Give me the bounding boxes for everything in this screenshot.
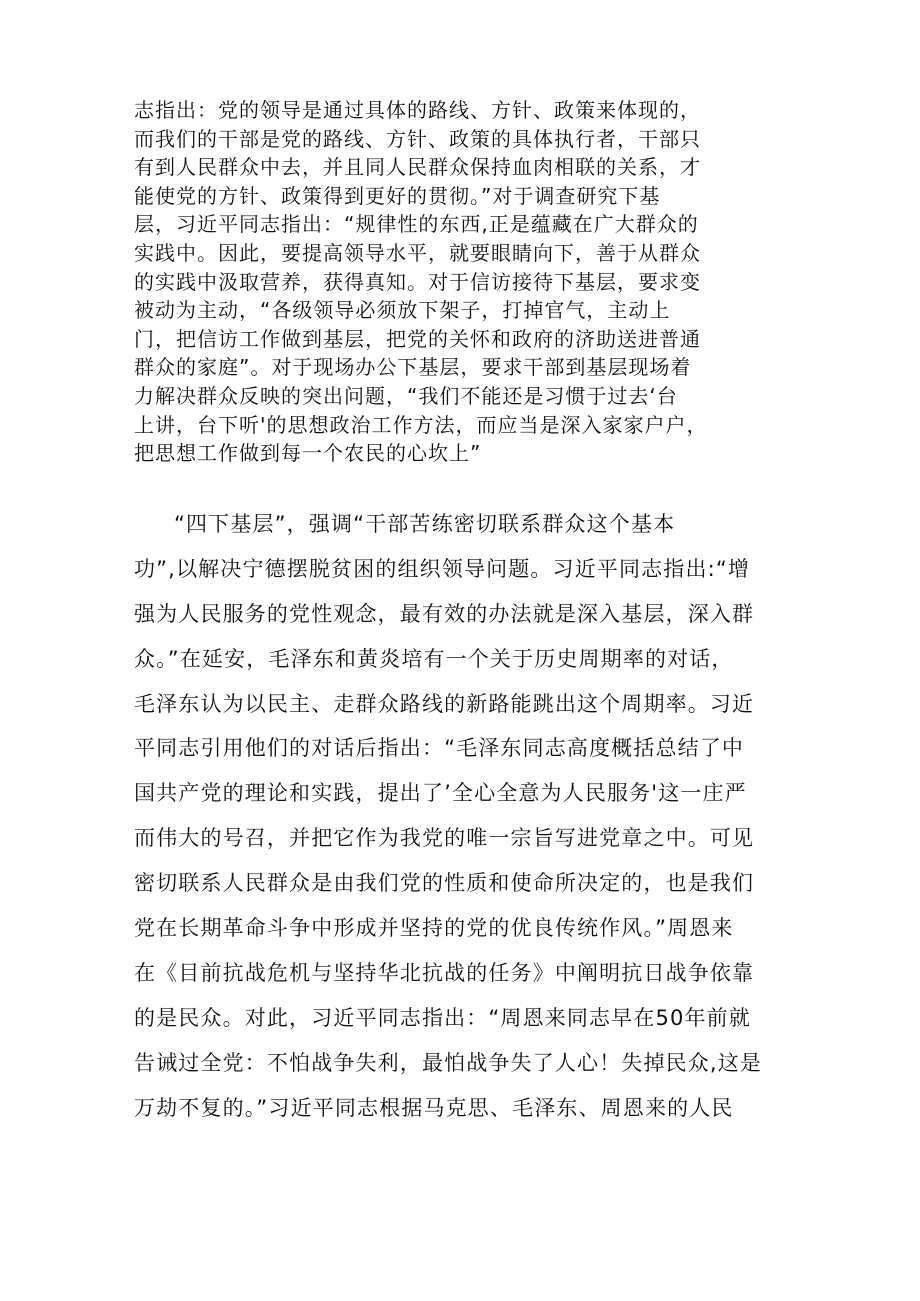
- text-line: 告诫过全党：不怕战争失利，最怕战争失了人心！失掉民众,这是: [134, 1050, 763, 1075]
- text-line: 国共产党的理论和实践，提出了’全心全意为人民服务'这一庄严: [134, 781, 747, 806]
- quoted-paragraph: [134, 96, 794, 468]
- text-line: 众。”在延安，毛泽东和黄炎培有一个关于历史周期率的对话，: [134, 646, 734, 671]
- text-line: 能使党的方针、政策得到更好的贯彻。”对于调查研究下基: [134, 183, 661, 208]
- text-line: 上讲，台下听'的思想政治工作方法，而应当是深入家家户户，: [134, 412, 708, 437]
- text-line: 志指出：党的领导是通过具体的路线、方针、政策来体现的，: [134, 98, 701, 122]
- text-line: 的实践中汲取营养，获得真知。对于信访接待下基层，要求变: [134, 269, 701, 294]
- text-line: 层，习近平同志指出：“规律性的东西,正是蕴藏在广大群众的: [134, 212, 699, 237]
- text-line: 有到人民群众中去，并且同人民群众保持血肉相联的关系，才: [134, 155, 701, 180]
- text-line: 毛泽东认为以民主、走群众路线的新路能跳出这个周期率。习近: [134, 691, 755, 716]
- text-line: 密切联系人民群众是由我们党的性质和使命所决定的，也是我们: [134, 871, 755, 896]
- body-paragraph: [134, 502, 814, 1130]
- text-line: 平同志引用他们的对话后指出：“毛泽东同志高度概括总结了中: [134, 736, 745, 761]
- text-line: 实践中。因此，要提高领导水平，就要眼睛向下，善于从群众: [134, 240, 701, 265]
- text-line: 群众的家庭”。对于现场办公下基层，要求干部到基层现场着: [134, 355, 692, 380]
- text-line: 在《目前抗战危机与坚持华北抗战的任务》中阐明抗日战争依靠: [134, 960, 755, 985]
- text-line: 门，把信访工作做到基层，把党的关怀和政府的济助送进普通: [134, 326, 701, 351]
- text-line: 被动为主动，“各级领导必须放下架子，打掉官气，主动上: [134, 298, 671, 323]
- text-line: “四下基层”，强调“干部苦练密切联系群众这个基本: [174, 512, 676, 536]
- text-line: 把思想工作做到每一个农民的心坎上”: [134, 441, 482, 466]
- text-line: 强为人民服务的党性观念，最有效的办法就是深入基层，深入群: [134, 601, 755, 626]
- text-line: 力解决群众反映的突出问题，“我们不能还是习惯于过去‘台: [134, 383, 678, 408]
- text-line: 的是民众。对此，习近平同志指出：“周恩来同志早在50年前就: [134, 1005, 751, 1030]
- text-line: 而伟大的号召，并把它作为我党的唯一宗旨写进党章之中。可见: [134, 826, 755, 851]
- text-line: 万劫不复的。”习近平同志根据马克思、毛泽东、周恩来的人民: [134, 1095, 734, 1120]
- text-line: 功”,以解决宁德摆脱贫困的组织领导问题。习近平同志指出:“增: [134, 556, 751, 581]
- text-line: 而我们的干部是党的路线、方针、政策的具体执行者，干部只: [134, 126, 701, 151]
- text-line: 党在长期革命斗争中形成并坚持的党的优良传统作风。”周恩来: [134, 916, 734, 941]
